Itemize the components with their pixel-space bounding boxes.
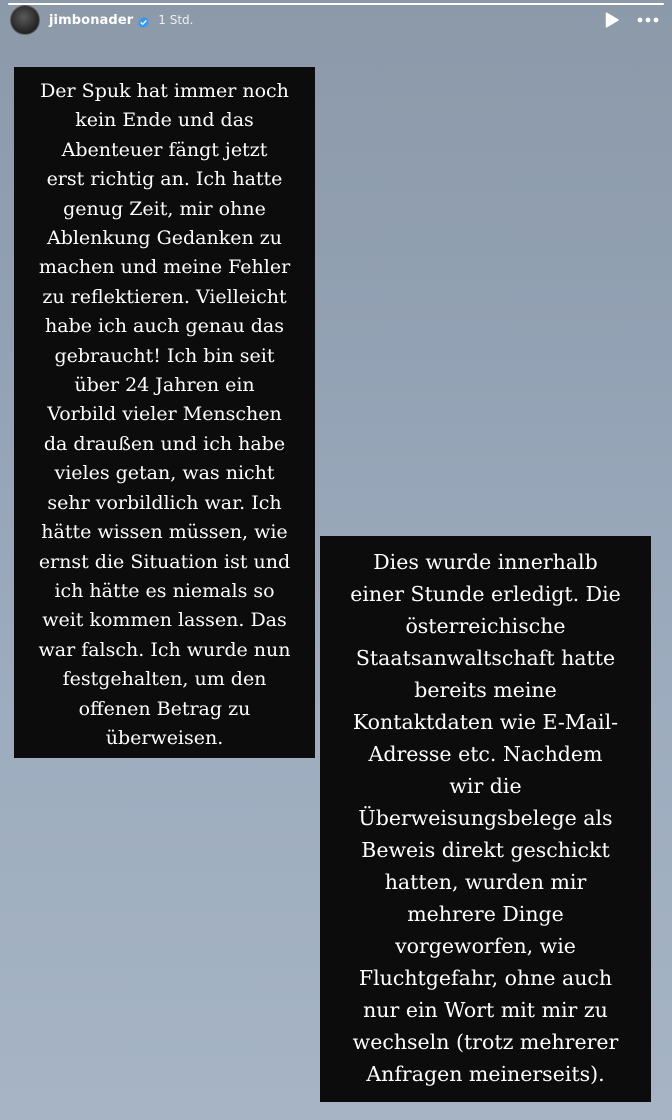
story-text-line: festgehalten, um den: [62, 668, 267, 691]
story-text-line: machen und meine Fehler: [38, 256, 291, 279]
verified-badge-icon: [137, 14, 150, 27]
play-button[interactable]: [602, 10, 622, 30]
story-text-line: wir die: [449, 774, 522, 798]
story-progress-bar: [8, 3, 664, 5]
story-text-line: war falsch. Ich wurde nun: [38, 638, 291, 661]
story-text-box-right: [320, 536, 651, 1102]
story-text-line: hatten, wurden mir: [384, 870, 587, 894]
story-text-line: ich hätte es niemals so: [54, 579, 275, 602]
story-text-box-left: [14, 67, 315, 758]
story-text-line: Fluchtgefahr, ohne auch: [358, 966, 613, 990]
story-text-line: da draußen und ich habe: [43, 432, 286, 455]
story-text-line: sehr vorbildlich war. Ich: [47, 491, 282, 514]
story-text-line: Der Spuk hat immer noch: [40, 80, 289, 102]
story-text-line: vorgeworfen, wie: [395, 934, 576, 958]
story-text-line: kein Ende und das: [75, 109, 254, 132]
post-time: 1 Std.: [158, 13, 194, 27]
story-text-line: Staatsanwaltschaft hatte: [355, 646, 616, 670]
story-text-line: weit kommen lassen. Das: [42, 609, 287, 632]
story-text-line: zu reflektieren. Vielleicht: [42, 285, 287, 308]
story-text-line: Ablenkung Gedanken zu: [46, 227, 283, 250]
story-text-line: überweisen.: [105, 726, 224, 749]
story-text-line: Dies wurde innerhalb: [373, 550, 598, 574]
profile-avatar[interactable]: [10, 5, 40, 35]
story-progress-fill: [8, 3, 664, 5]
more-dots-icon: [637, 17, 659, 23]
username[interactable]: jimbonader: [49, 12, 134, 28]
story-text-line: erst richtig an. Ich hatte: [46, 168, 283, 191]
story-text-line: Kontaktdaten wie E-Mail-: [352, 710, 619, 734]
story-text-line: hätte wissen müssen, wie: [41, 521, 288, 544]
story-text-line: vieles getan, was nicht: [54, 462, 275, 485]
story-text-line: Abenteuer fängt jetzt: [61, 138, 268, 161]
story-text-line: habe ich auch genau das: [45, 315, 284, 338]
story-header: [10, 6, 660, 34]
story-text-line: mehrere Dinge: [407, 902, 564, 926]
story-text-line: Beweis direkt geschickt: [361, 838, 610, 862]
story-text-line: Überweisungsbelege als: [358, 806, 613, 830]
story-text-line: über 24 Jahren ein: [74, 374, 255, 397]
story-text-line: österreichische: [405, 614, 566, 638]
story-text-line: offenen Betrag zu: [78, 697, 251, 720]
story-text-line: Adresse etc. Nachdem: [368, 742, 603, 766]
story-text-line: Anfragen meinerseits).: [366, 1062, 605, 1086]
story-text-line: gebraucht! Ich bin seit: [54, 344, 275, 367]
play-icon: [605, 12, 619, 28]
story-text-line: wechseln (trotz mehrerer: [352, 1030, 619, 1054]
story-text-line: genug Zeit, mir ohne: [63, 197, 266, 220]
story-text-line: Vorbild vieler Menschen: [47, 403, 282, 426]
story-text-line: bereits meine: [414, 678, 557, 702]
story-text-line: nur ein Wort mit mir zu: [363, 998, 608, 1022]
story-text-line: ernst die Situation ist und: [38, 550, 291, 573]
more-options-button[interactable]: [636, 10, 660, 30]
story-text-line: einer Stunde erledigt. Die: [350, 582, 621, 606]
